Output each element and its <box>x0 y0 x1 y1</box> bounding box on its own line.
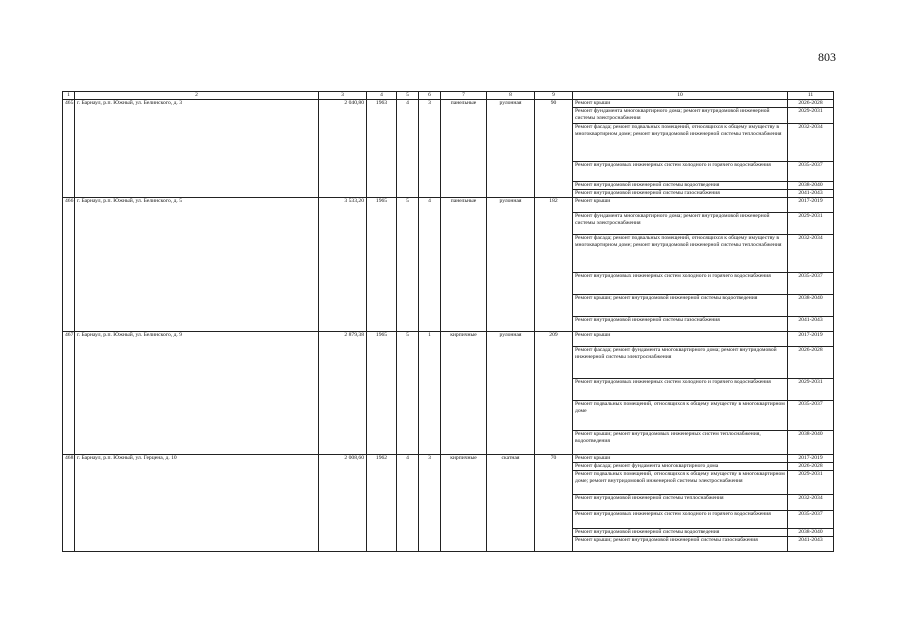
work-period: 2032-2034 <box>788 495 834 511</box>
building-year: 1965 <box>367 197 397 331</box>
wall-material: кирпичные <box>441 454 487 551</box>
building-entrances: 3 <box>419 454 441 551</box>
column-header: 7 <box>441 92 487 100</box>
work-period: 2041-2043 <box>788 537 834 552</box>
work-period: 2017-2019 <box>788 331 834 346</box>
work-period: 2029-2031 <box>788 378 834 400</box>
building-area: 2 040,80 <box>319 100 367 198</box>
resident-count: 182 <box>535 197 573 331</box>
work-description: Ремонт внутридомовых инженерных систем холодного и горячего водоснабжения <box>573 511 788 529</box>
building-floors: 4 <box>397 100 419 198</box>
work-period: 2038-2040 <box>788 294 834 316</box>
work-description: Ремонт крыши <box>573 100 788 108</box>
work-period: 2017-2019 <box>788 197 834 212</box>
column-header: 11 <box>788 92 834 100</box>
work-period: 2029-2031 <box>788 212 834 234</box>
work-period: 2032-2034 <box>788 234 834 272</box>
work-period: 2026-2028 <box>788 462 834 470</box>
work-description: Ремонт крыши <box>573 197 788 212</box>
work-description: Ремонт крыши; ремонт внутридомовой инженерной системы газоснабжения <box>573 537 788 552</box>
building-entrances: 1 <box>419 331 441 454</box>
work-description: Ремонт внутридомовой инженерной системы водоотведения <box>573 529 788 537</box>
work-description: Ремонт внутридомовой инженерной системы теплоснабжения <box>573 495 788 511</box>
work-period: 2026-2028 <box>788 346 834 378</box>
resident-count: 90 <box>535 100 573 198</box>
building-number: 467 <box>63 331 75 454</box>
resident-count: 209 <box>535 331 573 454</box>
work-period: 2041-2043 <box>788 189 834 197</box>
work-period: 2041-2043 <box>788 316 834 331</box>
column-header: 3 <box>319 92 367 100</box>
work-description: Ремонт внутридомовых инженерных систем холодного и горячего водоснабжения <box>573 161 788 181</box>
table-row <box>63 100 834 108</box>
work-description: Ремонт крыши; ремонт внутридомовой инженерной системы водоотведения <box>573 294 788 316</box>
work-description: Ремонт фасада; ремонт подвальных помещений, относящихся к общему имуществу в многоквартирном доме; ремонт внутридомовой инженерной системы теплоснабжения <box>573 234 788 272</box>
work-period: 2038-2040 <box>788 181 834 189</box>
table-row <box>63 197 834 212</box>
work-description: Ремонт подвальных помещений, относящихся к общему имуществу в многоквартирном доме; ремонт внутридомовой инженерной системы электроснабжения <box>573 471 788 495</box>
building-address: г. Барнаул, р.п. Южный, ул. Белинского, д. 3 <box>75 100 319 198</box>
work-description: Ремонт внутридомовых инженерных систем холодного и горячего водоснабжения <box>573 378 788 400</box>
repair-schedule-table <box>62 91 834 552</box>
column-header: 2 <box>75 92 319 100</box>
building-year: 1963 <box>367 100 397 198</box>
building-address: г. Барнаул, р.п. Южный, ул. Белинского, д. 5 <box>75 197 319 331</box>
column-header: 10 <box>573 92 788 100</box>
roof-type: скатная <box>487 454 535 551</box>
roof-type: рулонная <box>487 100 535 198</box>
building-number: 466 <box>63 197 75 331</box>
work-period: 2038-2040 <box>788 430 834 454</box>
page-number: 803 <box>818 50 836 64</box>
column-header: 5 <box>397 92 419 100</box>
work-description: Ремонт фундамента многоквартирного дома; ремонт внутридомовой инженерной системы электроснабжения <box>573 212 788 234</box>
building-entrances: 4 <box>419 197 441 331</box>
building-year: 1962 <box>367 454 397 551</box>
work-description: Ремонт фасада; ремонт подвальных помещений, относящихся к общему имуществу в многоквартирном доме; ремонт внутридомовой инженерной системы теплоснабжения <box>573 123 788 161</box>
work-period: 2038-2040 <box>788 529 834 537</box>
work-description: Ремонт внутридомовой инженерной системы газоснабжения <box>573 316 788 331</box>
resident-count: 70 <box>535 454 573 551</box>
building-address: г. Барнаул, р.п. Южный, ул. Белинского, д. 9 <box>75 331 319 454</box>
building-area: 2 879,38 <box>319 331 367 454</box>
wall-material: панельные <box>441 197 487 331</box>
work-period: 2017-2019 <box>788 454 834 462</box>
work-period: 2035-2037 <box>788 272 834 294</box>
work-description: Ремонт крыши; ремонт внутридомовых инженерных систем теплоснабжения, водоотведения <box>573 430 788 454</box>
table-row <box>63 454 834 462</box>
wall-material: кирпичные <box>441 331 487 454</box>
work-description: Ремонт крыши <box>573 454 788 462</box>
building-area: 2 008,60 <box>319 454 367 551</box>
column-header: 6 <box>419 92 441 100</box>
building-address: г. Барнаул, р.п. Южный, ул. Герцена, д. 10 <box>75 454 319 551</box>
work-period: 2035-2037 <box>788 511 834 529</box>
column-header: 1 <box>63 92 75 100</box>
work-period: 2035-2037 <box>788 400 834 430</box>
column-header: 9 <box>535 92 573 100</box>
work-period: 2029-2031 <box>788 471 834 495</box>
building-entrances: 3 <box>419 100 441 198</box>
wall-material: панельные <box>441 100 487 198</box>
work-description: Ремонт фасада; ремонт фундамента многоквартирного дома; ремонт внутридомовой инженерной системы электроснабжения <box>573 346 788 378</box>
column-number-row <box>63 92 834 100</box>
roof-type: рулонная <box>487 331 535 454</box>
work-description: Ремонт внутридомовой инженерной системы водоотведения <box>573 181 788 189</box>
building-floors: 5 <box>397 197 419 331</box>
work-period: 2026-2028 <box>788 100 834 108</box>
building-floors: 4 <box>397 454 419 551</box>
work-description: Ремонт подвальных помещений, относящихся к общему имуществу в многоквартирном доме <box>573 400 788 430</box>
roof-type: рулонная <box>487 197 535 331</box>
building-number: 465 <box>63 100 75 198</box>
work-description: Ремонт внутридомовых инженерных систем холодного и горячего водоснабжения <box>573 272 788 294</box>
building-floors: 5 <box>397 331 419 454</box>
work-period: 2029-2031 <box>788 108 834 123</box>
building-area: 3 533,20 <box>319 197 367 331</box>
work-period: 2032-2034 <box>788 123 834 161</box>
work-period: 2035-2037 <box>788 161 834 181</box>
building-year: 1965 <box>367 331 397 454</box>
column-header: 4 <box>367 92 397 100</box>
work-description: Ремонт внутридомовой инженерной системы газоснабжения <box>573 189 788 197</box>
work-description: Ремонт фасада; ремонт фундамента многоквартирного дома <box>573 462 788 470</box>
column-header: 8 <box>487 92 535 100</box>
building-number: 468 <box>63 454 75 551</box>
work-description: Ремонт крыши <box>573 331 788 346</box>
work-description: Ремонт фундамента многоквартирного дома; ремонт внутридомовой инженерной системы электроснабжения <box>573 108 788 123</box>
table-row <box>63 331 834 346</box>
